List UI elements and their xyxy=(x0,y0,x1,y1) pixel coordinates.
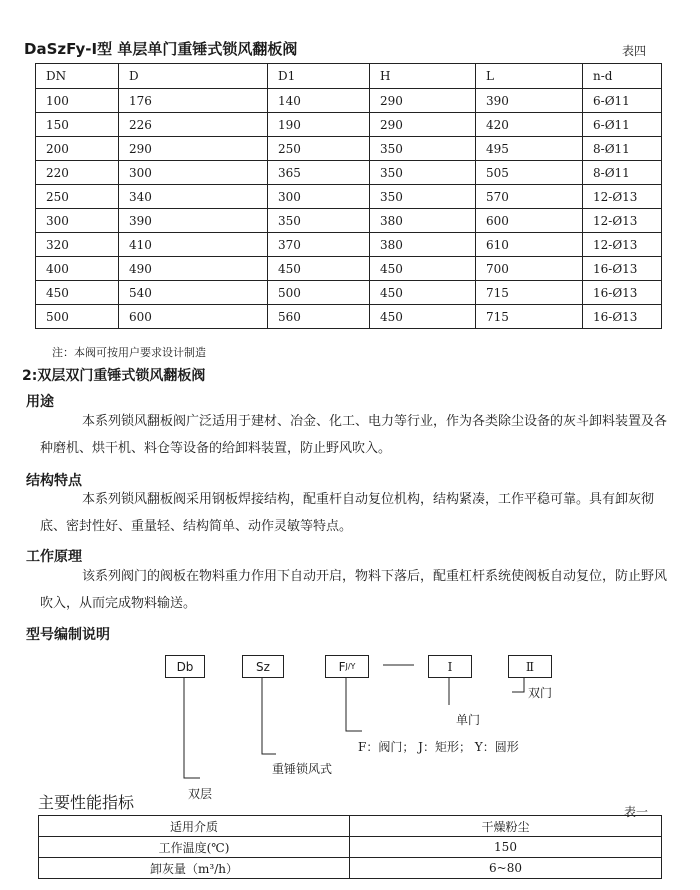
model-code-f-sub: J/Y xyxy=(345,662,356,671)
table-cell: 495 xyxy=(476,137,583,161)
table-cell: 300 xyxy=(119,161,268,185)
performance-title: 主要性能指标 xyxy=(38,793,135,812)
table-cell: 200 xyxy=(36,137,119,161)
table-cell: 380 xyxy=(370,209,476,233)
label-f-types: F：阀门； J：矩形； Y：圆形 xyxy=(358,740,519,754)
table-cell: 600 xyxy=(119,305,268,329)
usage-heading: 用途 xyxy=(26,394,54,410)
table-cell: 6-Ø11 xyxy=(583,113,662,137)
table-cell: 450 xyxy=(36,281,119,305)
performance-value-cell: 干燥粉尘 xyxy=(350,816,662,837)
principle-heading: 工作原理 xyxy=(26,549,82,565)
table-cell: 560 xyxy=(268,305,370,329)
model-code-box-i: Ⅰ xyxy=(428,655,472,678)
table-cell: 350 xyxy=(370,161,476,185)
table-cell: 300 xyxy=(36,209,119,233)
table-cell: 450 xyxy=(370,257,476,281)
table-cell: 16-Ø13 xyxy=(583,305,662,329)
feature-heading: 结构特点 xyxy=(26,473,82,489)
table-cell: 420 xyxy=(476,113,583,137)
column-header: DN xyxy=(36,64,119,89)
performance-value-cell: 6~80 xyxy=(350,858,662,879)
table-cell: 12-Ø13 xyxy=(583,209,662,233)
table-cell: 290 xyxy=(119,137,268,161)
principle-paragraph: 该系列阀门的阀板在物料重力作用下自动开启，物料下落后，配重杠杆系统使阀板自动复位，防止野风吹入，从而完成物料输送。 xyxy=(40,569,668,611)
table-cell: 300 xyxy=(268,185,370,209)
leader-line-double-layer xyxy=(184,678,200,778)
column-header: H xyxy=(370,64,476,89)
table-cell: 505 xyxy=(476,161,583,185)
table-cell: 320 xyxy=(36,233,119,257)
table-cell: 540 xyxy=(119,281,268,305)
model-code-f-main: F xyxy=(338,659,346,674)
table-cell: 12-Ø13 xyxy=(583,233,662,257)
table-cell: 570 xyxy=(476,185,583,209)
column-header: n-d xyxy=(583,64,662,89)
table-cell: 150 xyxy=(36,113,119,137)
label-double-layer: 双层 xyxy=(188,787,213,801)
table-cell: 250 xyxy=(268,137,370,161)
table-cell: 450 xyxy=(370,281,476,305)
table-row xyxy=(39,837,662,858)
table-number-label: 表四 xyxy=(622,44,647,58)
page-title: DaSzFy-Ⅰ型 单层单门重锤式锁风翻板阀 xyxy=(24,40,298,58)
table-cell: 600 xyxy=(476,209,583,233)
table-cell: 500 xyxy=(268,281,370,305)
leader-line-weight xyxy=(262,678,276,754)
performance-label-cell: 工作温度(℃) xyxy=(39,837,350,858)
leader-line-f-types xyxy=(346,678,362,731)
table-cell: 6-Ø11 xyxy=(583,89,662,113)
table-cell: 350 xyxy=(370,185,476,209)
leader-line-double-door xyxy=(512,678,524,692)
model-code-box-f xyxy=(325,655,369,678)
table-cell: 350 xyxy=(268,209,370,233)
table-note: 注：本阀可按用户要求设计制造 xyxy=(52,346,206,359)
table-cell: 220 xyxy=(36,161,119,185)
table-cell: 8-Ø11 xyxy=(583,137,662,161)
table-cell: 370 xyxy=(268,233,370,257)
table-cell: 290 xyxy=(370,89,476,113)
table-cell: 490 xyxy=(119,257,268,281)
model-code-box-sz: Sz xyxy=(242,655,284,678)
table-cell: 350 xyxy=(370,137,476,161)
model-heading: 型号编制说明 xyxy=(26,627,110,643)
table-cell: 450 xyxy=(370,305,476,329)
table-cell: 176 xyxy=(119,89,268,113)
table-cell: 16-Ø13 xyxy=(583,257,662,281)
table-cell: 380 xyxy=(370,233,476,257)
table-cell: 390 xyxy=(476,89,583,113)
table-cell: 140 xyxy=(268,89,370,113)
performance-value-cell: 150 xyxy=(350,837,662,858)
column-header: D1 xyxy=(268,64,370,89)
performance-table xyxy=(38,815,662,879)
usage-paragraph: 本系列锁风翻板阀广泛适用于建材、冶金、化工、电力等行业，作为各类除尘设备的灰斗卸料装置及各种磨机、烘干机、料仓等设备的给卸料装置，防止野风吹入。 xyxy=(40,414,668,456)
performance-label-cell: 卸灰量（m³/h） xyxy=(39,858,350,879)
label-single-door: 单门 xyxy=(456,713,481,727)
model-code-box-db: Db xyxy=(165,655,205,678)
table-cell: 700 xyxy=(476,257,583,281)
label-weight-type: 重锤锁风式 xyxy=(272,762,333,776)
table-cell: 8-Ø11 xyxy=(583,161,662,185)
label-double-door: 双门 xyxy=(528,686,553,700)
table-row xyxy=(39,858,662,879)
performance-label-cell: 适用介质 xyxy=(39,816,350,837)
feature-paragraph: 本系列锁风翻板阀采用钢板焊接结构，配重杆自动复位机构，结构紧凑，工作平稳可靠。具有卸灰彻底、密封性好、重量轻、结构简单、动作灵敏等特点。 xyxy=(40,492,655,534)
table-cell: 715 xyxy=(476,281,583,305)
table-cell: 410 xyxy=(119,233,268,257)
table-cell: 610 xyxy=(476,233,583,257)
table-cell: 450 xyxy=(268,257,370,281)
table-cell: 290 xyxy=(370,113,476,137)
column-header: D xyxy=(119,64,268,89)
table-cell: 250 xyxy=(36,185,119,209)
table-cell: 390 xyxy=(119,209,268,233)
table-cell: 715 xyxy=(476,305,583,329)
table-cell: 365 xyxy=(268,161,370,185)
table-cell: 400 xyxy=(36,257,119,281)
table-cell: 12-Ø13 xyxy=(583,185,662,209)
section-title: 2:双层双门重锤式锁风翻板阀 xyxy=(22,368,206,384)
table-cell: 100 xyxy=(36,89,119,113)
table-row xyxy=(39,816,662,837)
table-cell: 340 xyxy=(119,185,268,209)
table-cell: 16-Ø13 xyxy=(583,281,662,305)
table-cell: 190 xyxy=(268,113,370,137)
table-cell: 226 xyxy=(119,113,268,137)
table-cell: 500 xyxy=(36,305,119,329)
performance-table-number: 表一 xyxy=(624,805,649,819)
column-header: L xyxy=(476,64,583,89)
model-code-box-ii: Ⅱ xyxy=(508,655,552,678)
